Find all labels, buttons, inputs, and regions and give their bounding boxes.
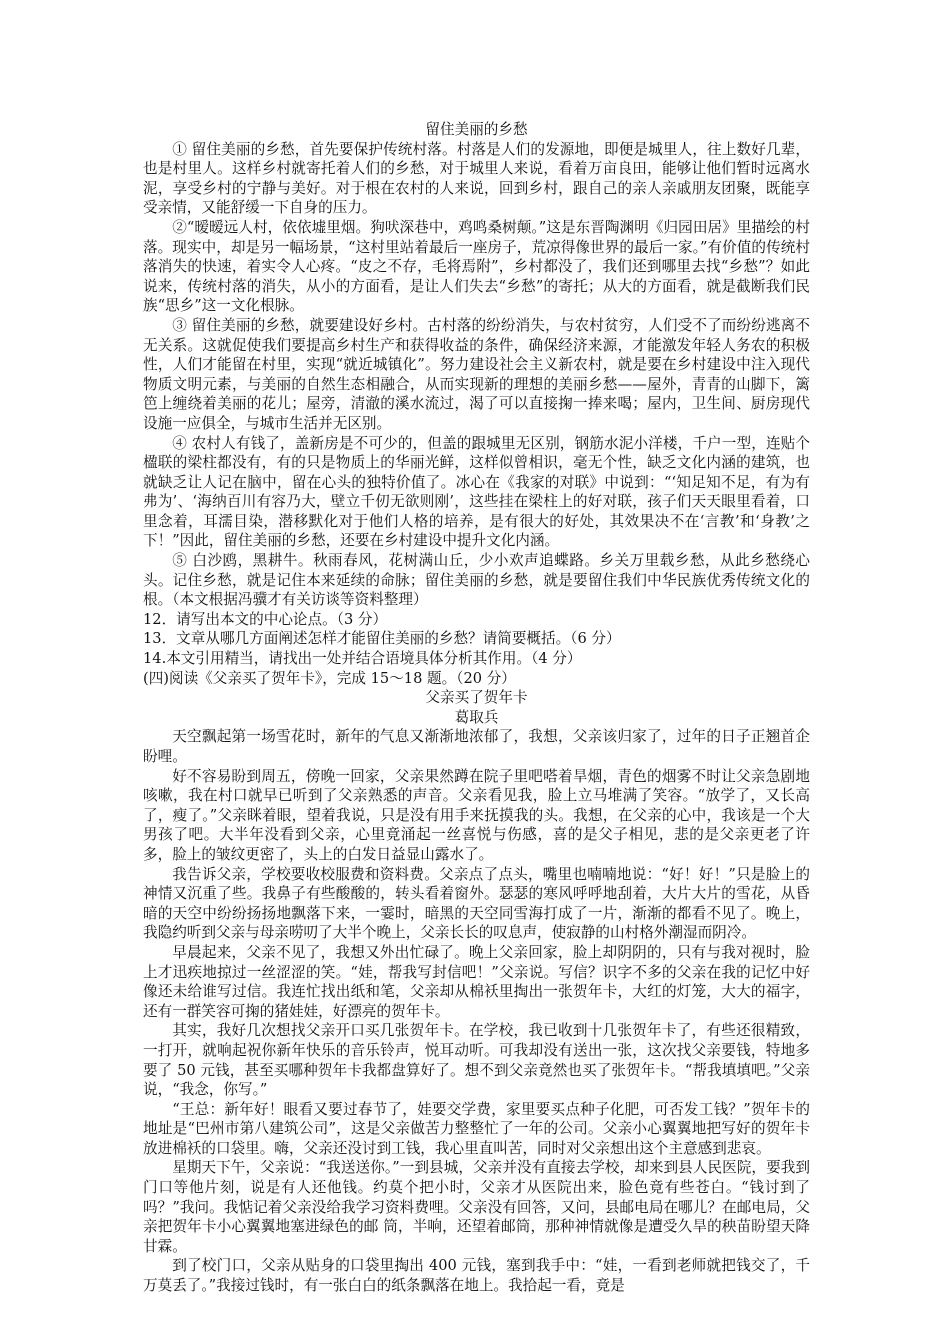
story-paragraph: 星期天下午，父亲说：“我送送你。”一到县城，父亲并没有直接去学校，却来到县人民医院，要我到门口等他片刻，说是有人还他钱。约莫个把小时，父亲才从医院出来，脸色竟有些苍白。“钱讨到了吗？”我问。我惦记着父亲没给我学习资料费哩。父亲没有回答，又问，县邮电局在哪儿？在邮电局，父亲把贺年卡小心翼翼地塞进绿色的邮 筒，半响，还望着邮筒，那种神情就像是遭受久旱的秧苗盼望天降甘霖。: [143, 1159, 810, 1255]
story-author: 葛取兵: [454, 708, 499, 726]
story-paragraph: 早晨起来，父亲不见了，我想又外出忙碌了。晚上父亲回家，脸上却阴阴的，只有与我对视时，脸上才迅疾地掠过一丝涩涩的笑。“娃，帮我写封信吧！”父亲说。写信？识字不多的父亲在我的记忆中好像还未给谁写过信。我连忙找出纸和笔，父亲却从棉袄里掏出一张贺年卡，大红的灯笼，大大的福字，还有一群笑容可掬的猪娃娃，好漂亮的贺年卡。: [143, 943, 810, 1020]
question-13: 13．文章从哪几方面阐述怎样才能留住美丽的乡愁？请简要概括。（6 分）: [143, 630, 621, 648]
article-paragraph: ②“暧暧远人村，依依墟里烟。狗吠深巷中，鸡鸣桑树颠。”这是东晋陶渊明《归园田居》里描绘的村落。现实中，却是另一幅场景，“这村里站着最后一座房子，荒凉得像世界的最后一家。”有价值的传统村落消失的快速，着实令人心疼。“皮之不存，毛将焉附”，乡村都没了，我们还到哪里去找“乡愁”？如此说来，传统村落的消失，从小的方面看，是让人们失去“乡愁”的寄托；从大的方面看，就是截断我们民族“思乡”这一文化根脉。: [143, 218, 810, 315]
article-paragraph: ④ 农村人有钱了，盖新房是不可少的，但盖的跟城里无区别，钢筋水泥小洋楼，千户一型，连贴个楹联的梁柱都没有，有的只是物质上的华丽光鲜，这样似曾相识，毫无个性，缺乏文化内涵的建筑，也就缺乏让人记在脑中，留在心头的独特价值了。冰心在《我家的对联》中说到：“‘知足知不足，有为有弗为’、‘海纳百川有容乃大，壁立千仞无欲则刚’，这些挂在梁柱上的好对联，孩子们天天眼里看着，口里念着，耳濡目染，潜移默化对于他们人格的培养，是有很大的好处，其效果决不在‘言教’和‘身教’之下！”因此，留住美丽的乡愁，还要在乡村建设中提升文化内涵。: [143, 434, 810, 550]
story-paragraph: “王总：新年好！眼看又要过春节了，娃要交学费，家里要买点种子化肥，可否发工钱？”贺年卡的地址是“巴州市第八建筑公司”，这是父亲做苦力整整忙了一年的公司。父亲小心翼翼地把写好的贺年卡放进棉袄的口袋里。嗨，父亲还没讨到工钱，我心里直叫苦，同时对父亲想出这个主意感到悲哀。: [143, 1100, 810, 1157]
document-page: [143, 120, 810, 1296]
question-14: 14.本文引用精当，请找出一处并结合语境具体分析其作用。（4 分）: [143, 650, 582, 668]
article-paragraph: ③ 留住美丽的乡愁，就要建设好乡村。古村落的纷纷消失，与农村贫穷，人们受不了而纷纷逃离不无关系。这就促使我们要提高乡村生产和获得收益的条件，确保经济来源，才能激发年轻人务农的积极性，人们才能留在村里，实现“就近城镇化”。努力建设社会主义新农村，就是要在乡村建设中注入现代物质文明元素，与美丽的自然生态相融合，从而实现新的理想的美丽乡愁——屋外，青青的山脚下，篱笆上缠绕着美丽的花儿；屋旁，清澈的溪水流过，渴了可以直接掬一捧来喝；屋内，卫生间、厨房现代设施一应俱全，与城市生活并无区别。: [143, 316, 810, 432]
article-title: 留住美丽的乡愁: [425, 121, 528, 138]
story-paragraph: 到了校门口，父亲从贴身的口袋里掏出 400 元钱，塞到我手中：“娃，一看到老师就把钱交了，千万莫丢了。”我接过钱时，有一张白白的纸条飘落在地上。我拾起一看，竟是: [143, 1257, 810, 1295]
article-paragraph: ① 留住美丽的乡愁，首先要保护传统村落。村落是人们的发源地，即便是城里人，往上数好几辈，也是村里人。这样乡村就寄托着人们的乡愁，对于城里人来说，看着万亩良田，能够让他们暂时远离水泥，享受乡村的宁静与美好。对于根在农村的人来说，回到乡村，跟自己的亲人亲戚朋友团聚，既能享受亲情，又能舒缓一下自身的压力。: [143, 140, 810, 217]
question-12: 12．请写出本文的中心论点。（3 分）: [143, 610, 388, 628]
story-paragraph: 我告诉父亲，学校要收校服费和资料费。父亲点了点头，嘴里也喃喃地说：“好！好！”只是脸上的神情又沉重了些。我鼻子有些酸酸的，转头看着窗外。瑟瑟的寒风呼呼地刮着，大片大片的雪花，从昏暗的天空中纷纷扬扬地飘落下来，一霎时，暗黑的天空同雪海打成了一片，渐渐的都看不见了。晚上，我隐约听到父亲与母亲唠叨了大半个晚上，父亲长长的叹息声，使寂静的山村格外潮湿而阴冷。: [143, 865, 810, 942]
story-paragraph: 好不容易盼到周五，傍晚一回家，父亲果然蹲在院子里吧嗒着旱烟，青色的烟雾不时让父亲急剧地咳嗽，我在村口就早已听到了父亲熟悉的声音。父亲看见我，脸上立马堆满了笑容。“放学了，又长高了，瘦了。”父亲眯着眼，望着我说，只是没有用手来抚摸我的头。我想，在父亲的心中，我该是一个大男孩了吧。大半年没看到父亲，心里竟涌起一丝喜悦与伤感，喜的是父子相见，悲的是父亲更老了许多，脸上的皱纹更密了，头上的白发日益显山露水了。: [143, 767, 810, 863]
section-heading: (四)阅读《父亲买了贺年卡》，完成 15～18 题。（20 分）: [143, 669, 516, 687]
story-paragraph: 天空飘起第一场雪花时，新年的气息又渐渐地浓郁了，我想，父亲该归家了，过年的日子正翘首企盼哩。: [143, 728, 810, 765]
story-title: 父亲买了贺年卡: [425, 689, 528, 707]
story-paragraph: 其实，我好几次想找父亲开口买几张贺年卡。在学校，我已收到十几张贺年卡了，有些还很精致，一打开，就响起祝你新年快乐的音乐铃声，悦耳动听。可我却没有送出一张，这次找父亲要钱，特地多要了 50 元钱，甚至买哪种贺年卡我都盘算好了。想不到父亲竟然也买了张贺年卡。“帮我填填吧。”父亲说，“我念，你写。”: [143, 1022, 810, 1099]
article-paragraph: ⑤ 白沙鸥，黑耕牛。秋雨春风，花树满山丘，少小欢声追蝶路。乡关万里载乡愁，从此乡愁绕心头。记住乡愁，就是记住本来延续的命脉；留住美丽的乡愁，就是要留住我们中华民族优秀传统文化的根。（本文根据冯骥才有关访谈等资料整理）: [143, 552, 810, 609]
